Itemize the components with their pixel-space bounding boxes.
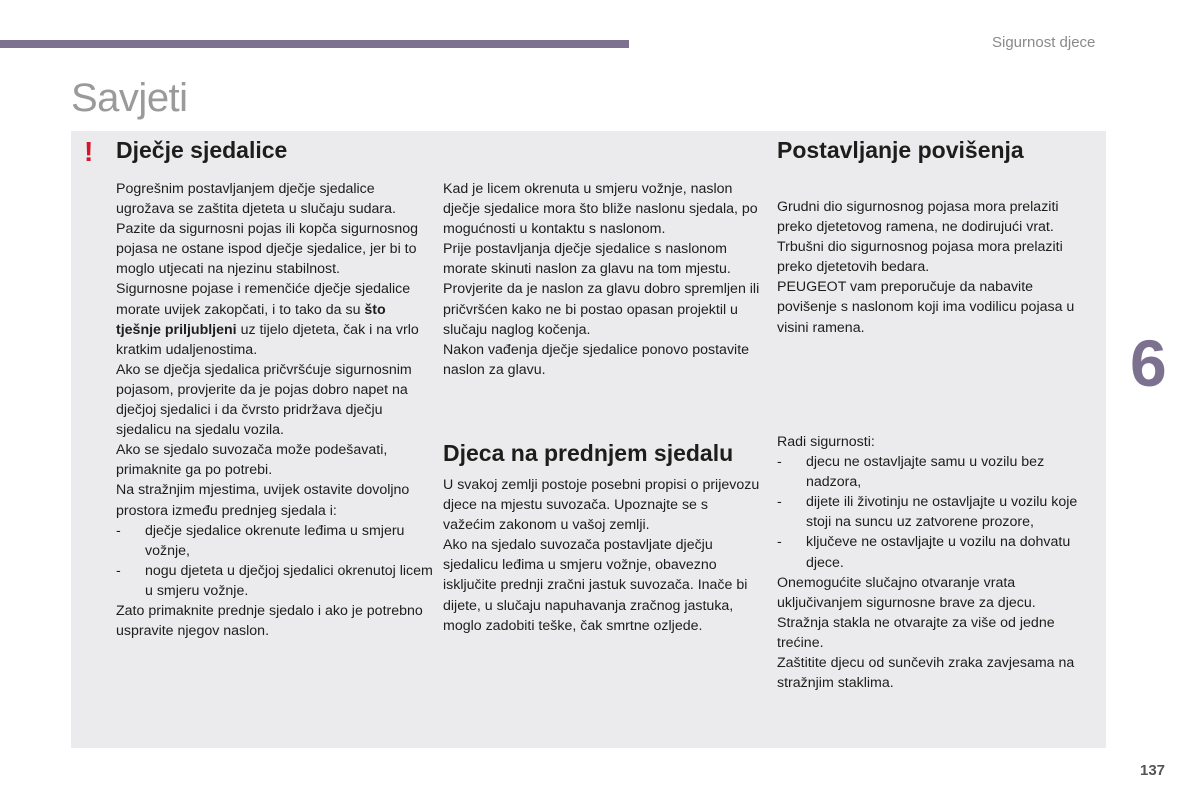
front-seat-text [443, 475, 761, 636]
safety-text [777, 432, 1095, 693]
paragraph: Ako na sjedalo suvozača postavljate dječju sjedalicu leđima u smjeru vožnje, obavezno isključite prednji zračni jastuk suvozača. Inače bi dijete, u slučaju napuhavanja zračnog jastuka, moglo zadobiti teške, čak smrtne ozljede. [443, 537, 748, 634]
text-fragment: Sigurnosne pojase i remenčiće dječje sjedalice morate uvijek zakopčati, i to tako da su [116, 281, 411, 318]
safety-list [777, 452, 1095, 573]
headrest-text [443, 179, 763, 380]
header-accent-bar [0, 40, 629, 48]
list-item: - nogu djeteta u dječjoj sjedalici okrenutoj licem u smjeru vožnje. [116, 561, 434, 601]
list-item: - ključeve ne ostavljajte u vozilu na dohvatu djece. [777, 532, 1095, 572]
paragraph: Ako se sjedalo suvozača može podešavati, primaknite ga po potrebi. [116, 442, 388, 479]
paragraph: Pazite da sigurnosni pojas ili kopča sigurnosnog pojasa ne ostane ispod dječje sjedalice, jer bi to moglo utjecati na njezinu stabilnost. [116, 221, 419, 278]
paragraph: Kad je licem okrenuta u smjeru vožnje, naslon dječje sjedalice mora što bliže naslonu sjedala, po mogućnosti u kontaktu s naslonom. [443, 181, 758, 238]
list-item: - dijete ili životinju ne ostavljajte u vozilu koje stoji na suncu uz zatvorene prozore, [777, 492, 1095, 532]
paragraph: Nakon vađenja dječje sjedalice ponovo postavite naslon za glavu. [443, 341, 750, 378]
paragraph: Stražnja stakla ne otvarajte za više od jedne trećine. [777, 614, 1055, 651]
page-number: 137 [1140, 762, 1166, 779]
list-item: - djecu ne ostavljajte samu u vozilu bez nadzora, [777, 452, 1095, 492]
paragraph: Zato primaknite prednje sjedalo i ako je potrebno uspravite njegov naslon. [116, 602, 423, 640]
list-item: - dječje sjedalice okrenute leđima u smjeru vožnje, [116, 521, 434, 561]
paragraph: U svakoj zemlji postoje posebni propisi o prijevozu djece na mjestu suvozača. Upoznajte se s važećim zakonom u vašoj zemlji. [443, 477, 760, 534]
paragraph: Zaštitite djecu od sunčevih zraka zavjesama na stražnjim staklima. [777, 655, 1075, 692]
child-seats-text [116, 179, 434, 641]
page-title: Savjeti [71, 76, 188, 120]
paragraph [116, 279, 434, 359]
emphasis-text: što tješnje priljubljeni [116, 301, 386, 338]
rear-seat-list [116, 521, 434, 601]
chapter-number: 6 [1130, 326, 1167, 400]
text-fragment: uz tijelo djeteta, čak i na vrlo kratkim udaljenostima. [116, 321, 419, 358]
paragraph: Pogrešnim postavljanjem dječje sjedalice ugrožava se zaštita djeteta u slučaju sudara. [116, 181, 396, 218]
paragraph: Grudni dio sigurnosnog pojasa mora prelaziti preko djetetovog ramena, ne dodirujući vrat. [777, 199, 1059, 236]
section-label: Sigurnost djece [992, 34, 1096, 51]
paragraph: Radi sigurnosti: [777, 434, 875, 450]
booster-text [777, 197, 1095, 338]
paragraph: Trbušni dio sigurnosnog pojasa mora prelaziti preko djetetovih bedara. [777, 239, 1063, 276]
paragraph: Na stražnjim mjestima, uvijek ostavite dovoljno prostora između prednjeg sjedala i: [116, 482, 410, 519]
paragraph: Provjerite da je naslon za glavu dobro spremljen ili pričvršćen kako ne bi postao opasan projektil u slučaju naglog kočenja. [443, 281, 760, 338]
paragraph: Ako se dječja sjedalica pričvršćuje sigurnosnim pojasom, provjerite da je pojas dobro napet na dječjoj sjedalici i da čvrsto pridržava dječju sjedalicu na sjedalu vozila. [116, 361, 412, 439]
warning-exclamation-icon: ! [84, 136, 94, 167]
child-seats-heading: Dječje sjedalice [116, 137, 288, 163]
paragraph: Prije postavljanja dječje sjedalice s naslonom morate skinuti naslon za glavu na tom mjestu. [443, 241, 731, 278]
paragraph: PEUGEOT vam preporučuje da nabavite povišenje s naslonom koji ima vodilicu pojasa u visini ramena. [777, 279, 1075, 336]
paragraph: Onemogućite slučajno otvaranje vrata uključivanjem sigurnosne brave za djecu. [777, 574, 1036, 611]
front-seat-heading: Djeca na prednjem sjedalu [443, 440, 734, 466]
booster-heading: Postavljanje povišenja [777, 137, 1024, 163]
